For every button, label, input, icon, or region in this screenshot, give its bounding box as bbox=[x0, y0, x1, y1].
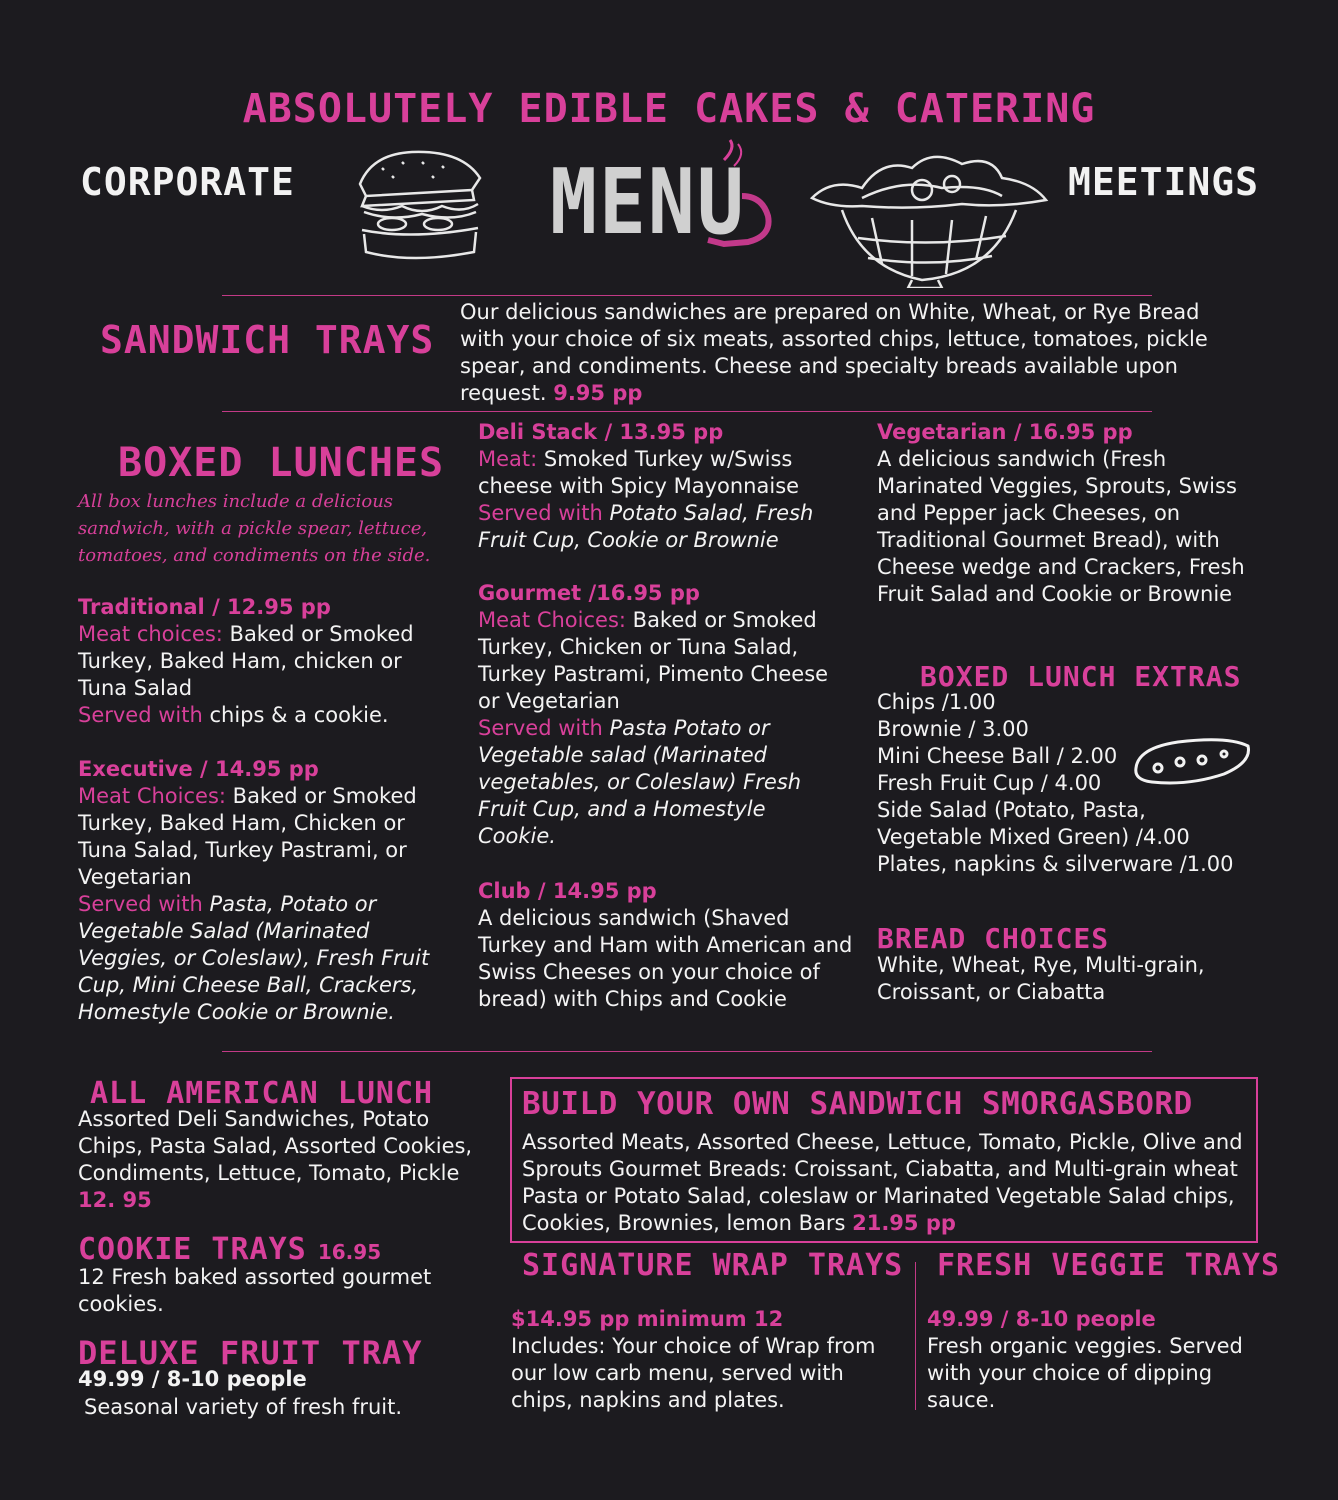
fruit-tray-price: 49.99 / 8-10 people bbox=[78, 1367, 307, 1391]
cookie-trays-heading: COOKIE TRAYS bbox=[78, 1232, 307, 1267]
sandwich-trays-description bbox=[460, 299, 1250, 407]
extras-item: Chips /1.00 bbox=[877, 690, 996, 714]
vegetarian-text: A delicious sandwich (Fresh Marinated Veggies, Sprouts, Swiss and Pepper jack Cheeses, on Traditional Gourmet Bread), with Cheese wedge and Crackers, Fresh Fruit Salad and Cookie or Brownie bbox=[877, 447, 1245, 606]
extras-item: Plates, napkins & silverware /1.00 bbox=[877, 852, 1234, 876]
sandwich-trays-price: 9.95 pp bbox=[553, 381, 643, 405]
corporate-label: CORPORATE bbox=[80, 160, 295, 204]
all-american-text: Assorted Deli Sandwiches, Potato Chips, Pasta Salad, Assorted Cookies, Condiments, Lettuce, Tomato, Pickle bbox=[78, 1107, 473, 1185]
wrap-trays-text: Includes: Your choice of Wrap from our low carb menu, served with chips, napkins and plates. bbox=[511, 1334, 876, 1412]
extras-item: Mini Cheese Ball / 2.00 bbox=[877, 744, 1118, 768]
fruit-tray-heading: DELUXE FRUIT TRAY bbox=[78, 1334, 423, 1372]
deli-stack-title: Deli Stack / 13.95 pp bbox=[478, 420, 724, 444]
gourmet-title: Gourmet /16.95 pp bbox=[478, 581, 700, 605]
club-title: Club / 14.95 pp bbox=[478, 879, 657, 903]
fruit-tray-text: Seasonal variety of fresh fruit. bbox=[84, 1395, 403, 1419]
executive-meat: Meat Choices: Baked or Smoked Turkey, Baked Ham, Chicken or Tuna Salad, Turkey Pastrami, or Vegetarian bbox=[78, 784, 417, 889]
divider-top bbox=[222, 295, 1152, 296]
salad-bowl-icon bbox=[802, 148, 1052, 288]
traditional-meat: Meat choices: Baked or Smoked Turkey, Baked Ham, chicken or Tuna Salad bbox=[78, 622, 414, 700]
veggie-trays-heading: FRESH VEGGIE TRAYS bbox=[937, 1248, 1281, 1283]
gourmet-served: Served with Pasta Potato or Vegetable salad (Marinated vegetables, or Coleslaw) Fresh Fruit Cup, and a Homestyle Cookie. bbox=[478, 716, 802, 848]
cookie-trays-text: 12 Fresh baked assorted gourmet cookies. bbox=[78, 1265, 432, 1316]
smorgasbord-price: 21.95 pp bbox=[852, 1211, 956, 1235]
bread-heading: BREAD CHOICES bbox=[877, 922, 1110, 955]
deli-stack-item bbox=[478, 419, 850, 554]
executive-title: Executive / 14.95 pp bbox=[78, 757, 319, 781]
veggie-trays-text: Fresh organic veggies. Served with your choice of dipping sauce. bbox=[927, 1334, 1243, 1412]
sandwich-trays-heading: SANDWICH TRAYS bbox=[100, 318, 435, 362]
traditional-served: Served with chips & a cookie. bbox=[78, 703, 389, 727]
meetings-label: MEETINGS bbox=[1068, 160, 1260, 204]
cookie-trays-price: 16.95 bbox=[317, 1240, 382, 1264]
cookie-trays-heading-row bbox=[78, 1232, 381, 1267]
gourmet-meat: Meat Choices: Baked or Smoked Turkey, Chicken or Tuna Salad, Turkey Pastrami, Pimento Cheese or Vegetarian bbox=[478, 608, 829, 713]
extras-item: Fresh Fruit Cup / 4.00 bbox=[877, 771, 1102, 795]
traditional-item bbox=[78, 594, 446, 729]
cheese-ball-icon bbox=[1128, 734, 1254, 788]
extras-heading: BOXED LUNCH EXTRAS bbox=[920, 660, 1242, 693]
sandwich-trays-text: Our delicious sandwiches are prepared on White, Wheat, or Rye Bread with your choice of six meats, assorted chips, lettuce, tomatoes, pickle spear, and condiments. Cheese and specialty breads available upon request. bbox=[460, 300, 1208, 405]
vegetarian-title: Vegetarian / 16.95 pp bbox=[877, 420, 1133, 444]
all-american-heading: ALL AMERICAN LUNCH bbox=[90, 1076, 434, 1111]
deli-stack-meat: Meat: Smoked Turkey w/Swiss cheese with Spicy Mayonnaise bbox=[478, 447, 800, 498]
executive-item bbox=[78, 756, 446, 1026]
veggie-trays-item bbox=[927, 1306, 1247, 1414]
all-american-price: 12. 95 bbox=[78, 1188, 152, 1212]
divider-bottom bbox=[222, 1051, 1152, 1052]
page-title: ABSOLUTELY EDIBLE CAKES & CATERING bbox=[242, 86, 1096, 132]
divider-mid bbox=[222, 411, 1152, 412]
club-text: A delicious sandwich (Shaved Turkey and Ham with American and Swiss Cheeses on your choice of bread) with Chips and Cookie bbox=[478, 906, 853, 1011]
extras-item: Side Salad (Potato, Pasta, Vegetable Mixed Green) /4.00 bbox=[877, 798, 1190, 849]
boxed-lunches-heading: BOXED LUNCHES bbox=[118, 440, 445, 486]
gourmet-item bbox=[478, 580, 850, 850]
smorgasbord-description bbox=[522, 1129, 1248, 1237]
bread-text: White, Wheat, Rye, Multi-grain, Croissant, or Ciabatta bbox=[877, 953, 1205, 1004]
all-american-item bbox=[78, 1106, 490, 1214]
sandwich-icon bbox=[352, 148, 488, 266]
smorgasbord-text: Assorted Meats, Assorted Cheese, Lettuce, Tomato, Pickle, Olive and Sprouts Gourmet Breads: Croissant, Ciabatta, and Multi-grain wheat Pasta or Potato Salad, coleslaw or Marinated Vegetable Salad chips, Cookies, Brownies, lemon Bars bbox=[522, 1130, 1243, 1235]
wrap-trays-item bbox=[511, 1306, 907, 1414]
extras-item: Brownie / 3.00 bbox=[877, 717, 1029, 741]
executive-served: Served with Pasta, Potato or Vegetable Salad (Marinated Veggies, or Coleslaw), Fresh Fruit Cup, Mini Cheese Ball, Crackers, Homestyle Cookie or Brownie. bbox=[78, 892, 430, 1024]
boxed-lunches-intro: All box lunches include a delicious sandwich, with a pickle spear, lettuce, tomatoes, and condiments on the side. bbox=[78, 491, 431, 566]
veggie-trays-price: 49.99 / 8-10 people bbox=[927, 1307, 1156, 1331]
club-item bbox=[478, 878, 858, 1013]
wrap-trays-price: $14.95 pp minimum 12 bbox=[511, 1307, 784, 1331]
deli-stack-served: Served with Potato Salad, Fresh Fruit Cup, Cookie or Brownie bbox=[478, 501, 814, 552]
smorgasbord-heading: BUILD YOUR OWN SANDWICH SMORGASBORD bbox=[522, 1086, 1193, 1122]
vegetarian-item bbox=[877, 419, 1252, 608]
menu-word: MENU bbox=[550, 151, 746, 255]
column-divider bbox=[915, 1262, 916, 1410]
wrap-trays-heading: SIGNATURE WRAP TRAYS bbox=[522, 1248, 904, 1283]
traditional-title: Traditional / 12.95 pp bbox=[78, 595, 331, 619]
